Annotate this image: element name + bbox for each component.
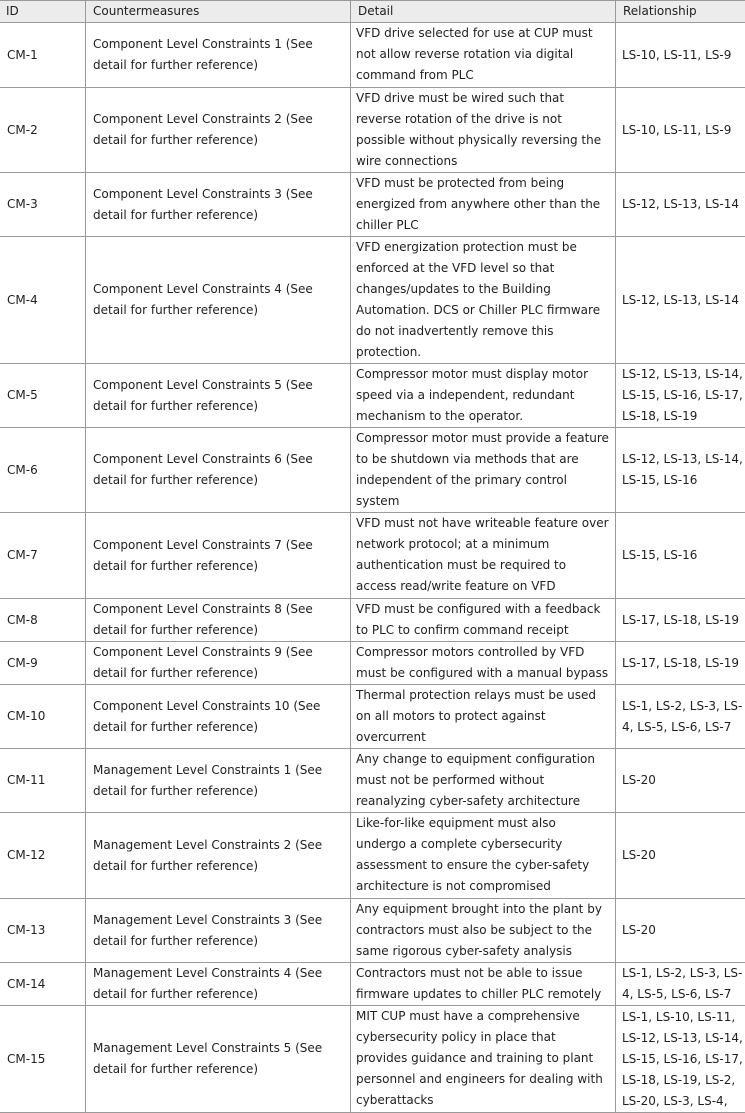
table-row [0,237,745,364]
row-relationship: LS-12, LS-13, LS-14 [616,237,745,364]
row-detail: Any equipment brought into the plant by contractors must also be subject to the same rigorous cyber-safety analysis [351,899,616,963]
row-countermeasure: Component Level Constraints 10 (See detail for further reference) [86,685,351,749]
table-row [0,899,745,963]
table-row [0,963,745,1006]
row-detail: VFD must be protected from being energized from anywhere other than the chiller PLC [351,173,616,237]
row-detail: VFD must be configured with a feedback to PLC to confirm command receipt [351,599,616,642]
row-countermeasure: Component Level Constraints 2 (See detail for further reference) [86,88,351,173]
row-relationship: LS-17, LS-18, LS-19 [616,642,745,685]
row-relationship: LS-20 [616,899,745,963]
row-detail: Compressor motors controlled by VFD must be configured with a manual bypass [351,642,616,685]
row-id: CM-8 [0,599,86,642]
row-countermeasure: Component Level Constraints 5 (See detail for further reference) [86,364,351,428]
table-row [0,749,745,813]
row-id: CM-9 [0,642,86,685]
row-countermeasure: Management Level Constraints 5 (See detail for further reference) [86,1006,351,1113]
row-relationship: LS-17, LS-18, LS-19 [616,599,745,642]
row-id: CM-7 [0,513,86,599]
row-id: CM-6 [0,428,86,513]
row-id: CM-12 [0,813,86,899]
row-id: CM-13 [0,899,86,963]
row-id: CM-11 [0,749,86,813]
row-detail: Thermal protection relays must be used on all motors to protect against overcurrent [351,685,616,749]
row-id: CM-14 [0,963,86,1006]
row-countermeasure: Management Level Constraints 4 (See detail for further reference) [86,963,351,1006]
header-id: ID [0,1,86,23]
row-detail: Compressor motor must provide a feature to be shutdown via methods that are independent of the primary control system [351,428,616,513]
row-detail: VFD drive must be wired such that reverse rotation of the drive is not possible without physically reversing the wire connections [351,88,616,173]
table-row [0,88,745,173]
row-relationship: LS-10, LS-11, LS-9 [616,23,745,88]
table-row [0,173,745,237]
row-countermeasure: Component Level Constraints 3 (See detail for further reference) [86,173,351,237]
row-detail: VFD energization protection must be enforced at the VFD level so that changes/updates to the Building Automation. DCS or Chiller PLC firmware do not inadvertently remove this protection. [351,237,616,364]
table-row [0,685,745,749]
row-relationship: LS-1, LS-2, LS-3, LS-4, LS-5, LS-6, LS-7 [616,963,745,1006]
row-countermeasure: Management Level Constraints 3 (See detail for further reference) [86,899,351,963]
table-row [0,364,745,428]
row-id: CM-1 [0,23,86,88]
row-relationship: LS-12, LS-13, LS-14, LS-15, LS-16, LS-17, LS-18, LS-19 [616,364,745,428]
table-row [0,513,745,599]
row-countermeasure: Component Level Constraints 7 (See detail for further reference) [86,513,351,599]
header-countermeasures: Countermeasures [86,1,351,23]
row-id: CM-2 [0,88,86,173]
header-row [0,1,745,23]
row-id: CM-5 [0,364,86,428]
row-detail: MIT CUP must have a comprehensive cybersecurity policy in place that provides guidance and training to plant personnel and engineers for dealing with cyberattacks [351,1006,616,1113]
row-countermeasure: Component Level Constraints 4 (See detail for further reference) [86,237,351,364]
row-relationship: LS-1, LS-10, LS-11, LS-12, LS-13, LS-14, LS-15, LS-16, LS-17, LS-18, LS-19, LS-2, LS-20, LS-3, LS-4, [616,1006,745,1113]
row-detail: Compressor motor must display motor speed via a independent, redundant mechanism to the operator. [351,364,616,428]
row-countermeasure: Component Level Constraints 6 (See detail for further reference) [86,428,351,513]
table-row [0,599,745,642]
row-relationship: LS-12, LS-13, LS-14, LS-15, LS-16 [616,428,745,513]
header-detail: Detail [351,1,616,23]
row-id: CM-4 [0,237,86,364]
table-row [0,1006,745,1113]
row-detail: Like-for-like equipment must also undergo a complete cybersecurity assessment to ensure the cyber-safety architecture is not compromised [351,813,616,899]
row-relationship: LS-15, LS-16 [616,513,745,599]
row-detail: Any change to equipment configuration must not be performed without reanalyzing cyber-safety architecture [351,749,616,813]
row-relationship: LS-20 [616,749,745,813]
header-relationship: Relationship [616,1,745,23]
row-detail: Contractors must not be able to issue firmware updates to chiller PLC remotely [351,963,616,1006]
row-detail: VFD must not have writeable feature over network protocol; at a minimum authentication must be required to access read/write feature on VFD [351,513,616,599]
row-relationship: LS-10, LS-11, LS-9 [616,88,745,173]
row-countermeasure: Management Level Constraints 2 (See detail for further reference) [86,813,351,899]
row-countermeasure: Management Level Constraints 1 (See detail for further reference) [86,749,351,813]
row-id: CM-15 [0,1006,86,1113]
row-id: CM-10 [0,685,86,749]
row-countermeasure: Component Level Constraints 1 (See detail for further reference) [86,23,351,88]
table-row [0,813,745,899]
row-detail: VFD drive selected for use at CUP must not allow reverse rotation via digital command from PLC [351,23,616,88]
row-relationship: LS-1, LS-2, LS-3, LS-4, LS-5, LS-6, LS-7 [616,685,745,749]
row-id: CM-3 [0,173,86,237]
table-row [0,23,745,88]
row-relationship: LS-20 [616,813,745,899]
table-row [0,428,745,513]
row-countermeasure: Component Level Constraints 9 (See detail for further reference) [86,642,351,685]
row-relationship: LS-12, LS-13, LS-14 [616,173,745,237]
table-row [0,642,745,685]
row-countermeasure: Component Level Constraints 8 (See detail for further reference) [86,599,351,642]
